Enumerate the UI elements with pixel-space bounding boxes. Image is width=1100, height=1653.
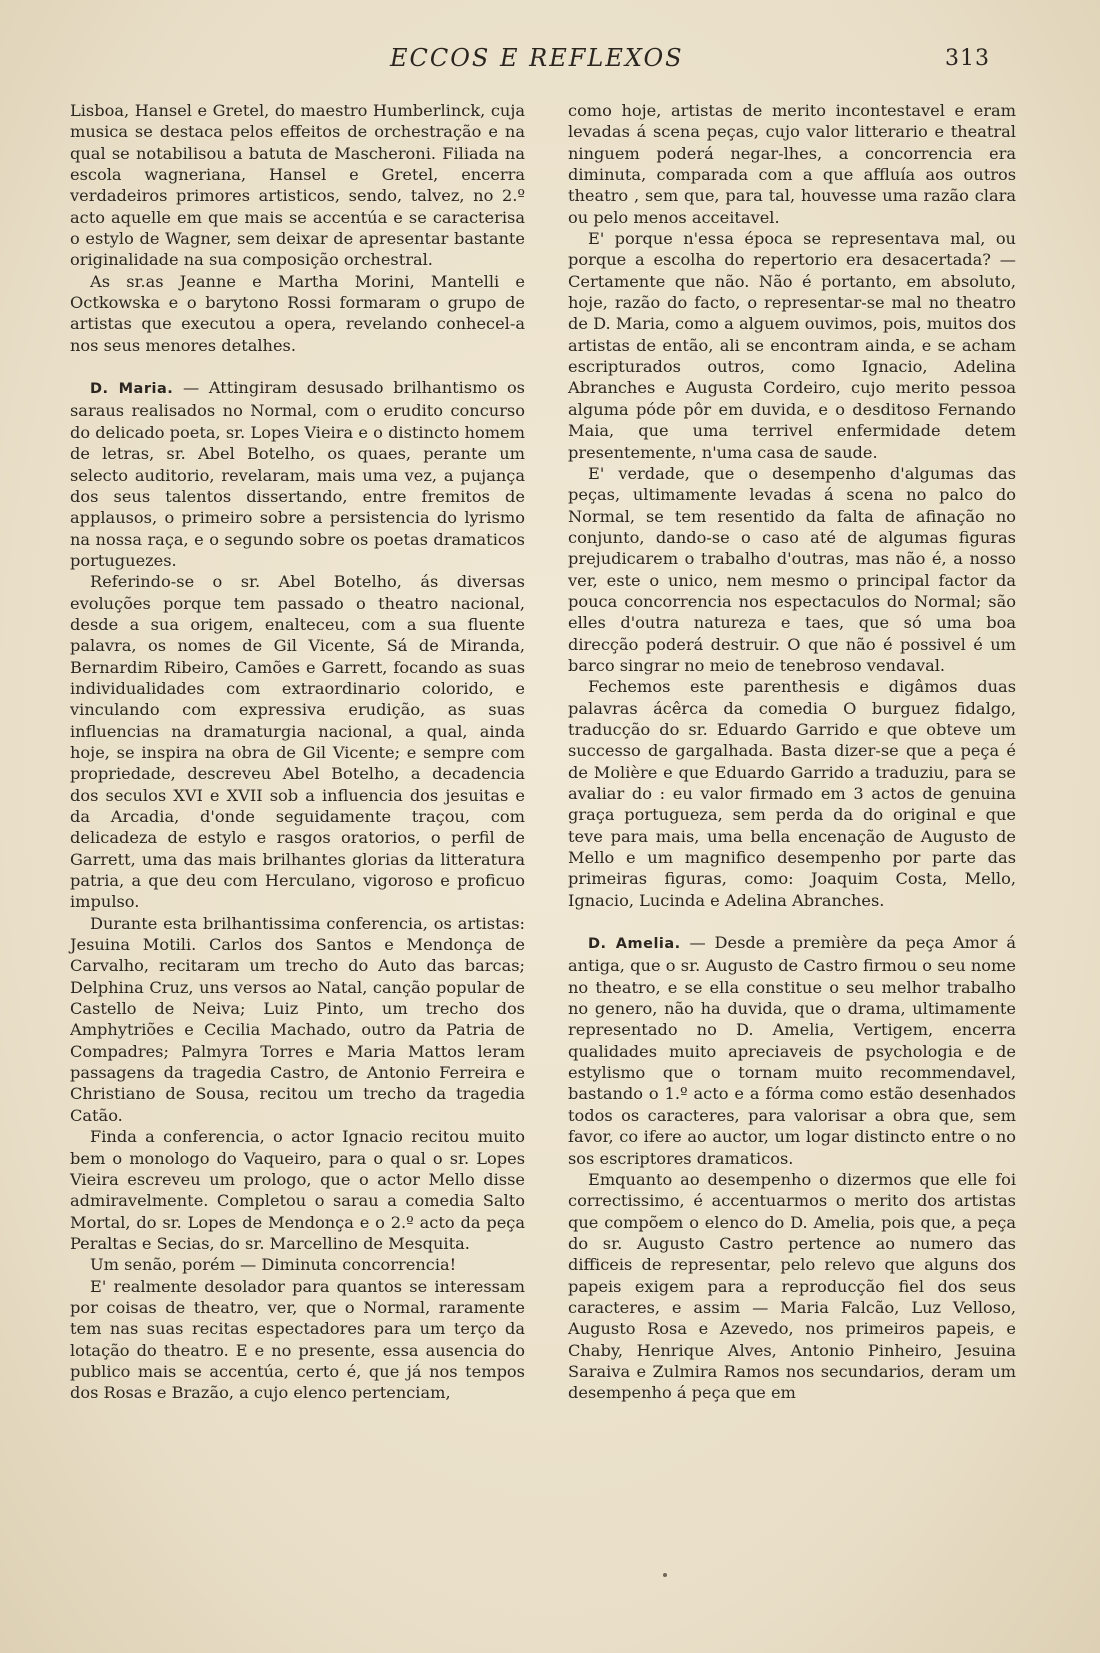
section-d-amelia [568, 932, 1016, 1169]
paragraph: Emquanto ao desempenho o dizermos que elle foi correctissimo, é accentuarmos o merito dos artistas que compõem o elenco do D. Amelia, pois que, a peça do sr. Augusto Castro pertence ao numero das difficeis de representar, pelo relevo que alguns dos papeis exigem para a reproducção fiel dos seus caracteres, e assim — Maria Falcão, Luz Velloso, Augusto Rosa e Azevedo, nos primeiros papeis, e Chaby, Henrique Alves, Antonio Pinheiro, Jesuina Saraiva e Zulmira Ramos nos secundarios, deram um desempenho á peça que em [568, 1169, 1016, 1403]
paragraph: E' porque n'essa época se representava mal, ou porque a escolha do repertorio era desacertada? — Certamente que não. Não é portanto, em absoluto, hoje, razão do facto, o representar-se mal no theatro de D. Maria, como a alguem ouvimos, pois, muitos dos artistas de então, ali se encontram ainda, e se acham escripturados outros, como Ignacio, Adelina Abranches e Augusta Cordeiro, cujo merito pessoa alguma póde pôr em duvida, e o desditoso Fernando Maia, que uma terrivel enfermidade detem presentemente, n'uma casa de saude. [568, 229, 1016, 462]
paragraph: E' verdade, que o desempenho d'algumas das peças, ultimamente levadas á scena no palco do Normal, se tem resentido da falta de afinação no conjunto, dando-se o caso até de algumas figuras prejudicarem o trabalho d'outras, mas não é, a nosso ver, este o unico, nem mesmo o principal factor da pouca concorrencia nos espectaculos do Normal; são elles d'outra natureza e taes, que só uma boa direcção poderá destruir. O que não é possivel é um barco singrar no meio de tenebroso vendaval. [568, 463, 1016, 675]
section-rubric: D. Maria. [90, 381, 174, 398]
paragraph: Lisboa, Hansel e Gretel, do maestro Humberlinck, cuja musica se destaca pelos effeitos de orchestração e na qual se notabilisou a batuta de Mascheroni. Filiada na escola wagneriana, Hansel e Gretel, encerra verdadeiros primores artisticos, sendo, talvez, no 2.º acto aquelle em que mais se accentúa e se caracterisa o estylo de Wagner, sem deixar de apresentar bastante originalidade na sua composição orchestral. [70, 101, 525, 270]
print-mark [663, 1573, 667, 1577]
right-column [568, 100, 1016, 1404]
section-d-maria [70, 377, 525, 571]
paragraph: As sr.as Jeanne e Martha Morini, Mantelli e Octkowska e o barytono Rossi formaram o grupo de artistas que executou a opera, revelando conhecel-a nos seus menores detalhes. [70, 271, 525, 355]
paragraph: como hoje, artistas de merito incontestavel e eram levadas á scena peças, cujo valor litterario e theatral ninguem poderá negar-lhes, a concorrencia era diminuta, comparada com a que affluía aos outros theatro , sem que, para tal, houvesse uma razão clara ou pelo menos acceitavel. [568, 101, 1016, 227]
page-header [0, 40, 1100, 80]
paragraph: Fechemos este parenthesis e digâmos duas palavras ácêrca da comedia O burguez fidalgo, traducção do sr. Eduardo Garrido e que obteve um successo de gargalhada. Basta dizer-se que a peça é de Molière e que Eduardo Garrido a traduziu, para se avaliar do : eu valor firmado em 3 actos de genuina graça portugueza, sem perda da do original e que teve para mais, uma bella encenação de Augusto de Mello e um magnifico desempenho por parte das primeiras figuras, como: Joaquim Costa, Mello, Ignacio, Lucinda e Adelina Abranches. [568, 677, 1016, 910]
running-title: ECCOS E REFLEXOS [390, 44, 684, 72]
section-rubric: D. Amelia. [588, 936, 681, 953]
paragraph: E' realmente desolador para quantos se interessam por coisas de theatro, ver, que o Normal, raramente tem nas suas recitas espectadores para um terço da lotação do theatro. E e no presente, essa ausencia do publico mais se accentúa, certo é, que já nos tempos dos Rosas e Brazão, a cujo elenco pertenciam, [70, 1276, 525, 1403]
paragraph: Um senão, porém — Diminuta concorrencia! [90, 1255, 457, 1275]
left-column [70, 100, 525, 1404]
page-number: 313 [945, 46, 990, 71]
paragraph-text: — Desde a première da peça Amor á antiga, que o sr. Augusto de Castro firmou o seu nome no theatro, e se ella constitue o seu melhor trabalho no genero, não ha duvida, que o drama, ultimamente representado no D. Amelia, Vertigem, encerra qualidades muito apreciaveis de psychologia e de estylismo que o tornam muito recommendavel, bastando o 1.º acto e a fórma como estão desenhados todos os caracteres, para valorisar a obra que, sem favor, co ifere ao auctor, um logar distincto entre o no sos escriptores dramaticos. [568, 933, 1016, 1168]
paragraph-text: — Attingiram desusado brilhantismo os saraus realisados no Normal, com o erudito concurso do delicado poeta, sr. Lopes Vieira e o distincto homem de letras, sr. Abel Botelho, os quaes, perante um selecto auditorio, revelaram, mais uma vez, a pujança dos seus talentos dissertando, entre fremitos de applausos, o primeiro sobre a persistencia do lyrismo na nossa raça, e o segundo sobre os poetas dramaticos portuguezes. [70, 378, 525, 570]
paragraph: Durante esta brilhantissima conferencia, os artistas: Jesuina Motili. Carlos dos Santos e Mendonça de Carvalho, recitaram um trecho do Auto das barcas; Delphina Cruz, uns versos ao Natal, canção popular de Castello de Neiva; Luiz Pinto, um trecho dos Amphytriões e Cecilia Machado, outro da Patria de Compadres; Palmyra Torres e Maria Mattos leram passagens da tragedia Castro, de Antonio Ferreira e Christiano de Sousa, recitou um trecho da tragedia Catão. [70, 913, 525, 1125]
paragraph: Finda a conferencia, o actor Ignacio recitou muito bem o monologo do Vaqueiro, para o qual o sr. Lopes Vieira escreveu um prologo, que o actor Mello disse admiravelmente. Completou o sarau a comedia Salto Mortal, do sr. Lopes de Mendonça e o 2.º acto da peça Peraltas e Secias, do sr. Marcellino de Mesquita. [70, 1127, 525, 1253]
paragraph: Referindo-se o sr. Abel Botelho, ás diversas evoluções porque tem passado o theatro nacional, desde a sua origem, enalteceu, com a sua fluente palavra, os nomes de Gil Vicente, Sá de Miranda, Bernardim Ribeiro, Camões e Garrett, focando as suas individualidades com extraordinario colorido, e vinculando com expressiva erudição, as suas influencias na dramaturgia nacional, a qual, ainda hoje, se inspira na obra de Gil Vicente; e sempre com propriedade, descreveu Abel Botelho, a decadencia dos seculos XVI e XVII sob a influencia dos jesuitas e da Arcadia, d'onde seguidamente traçou, com delicadeza de estylo e rasgos oratorios, o perfil de Garrett, uma das mais brilhantes glorias da litteratura patria, a que deu com Herculano, vigoroso e proficuo impulso. [70, 572, 525, 912]
